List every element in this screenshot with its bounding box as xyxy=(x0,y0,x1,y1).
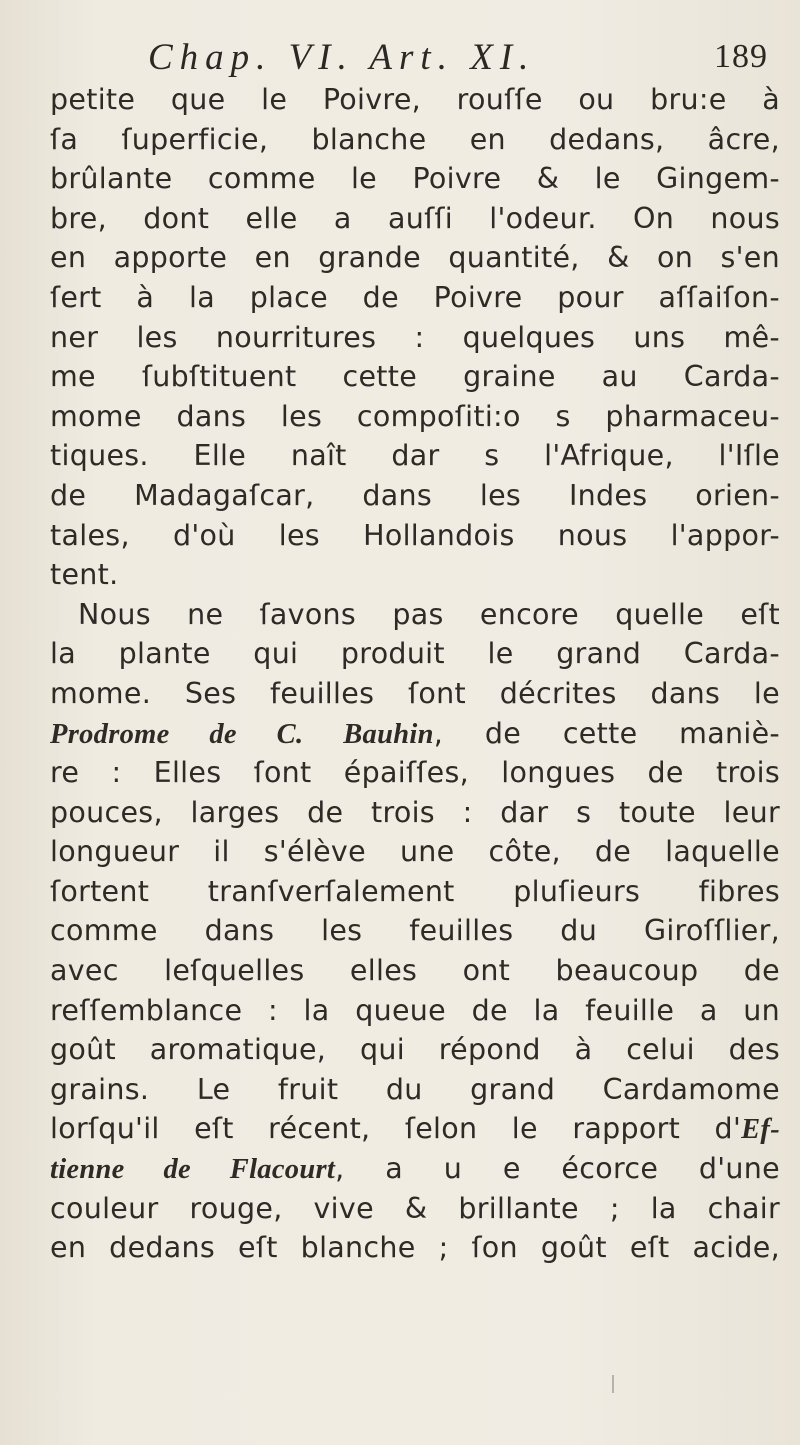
text-line: ner les nourritures : quelques uns mê- xyxy=(50,320,780,354)
text-line: longueur il s'élève une côte, de laquelle xyxy=(50,835,780,869)
italic-reference: Prodrome de C. Bauhin xyxy=(50,718,434,750)
text-line-with-reference xyxy=(50,714,780,754)
text-line: mome. Ses feuilles ſont décrites dans le xyxy=(50,676,780,710)
margin-mark xyxy=(612,1375,614,1393)
text-line: tent. xyxy=(50,558,119,592)
italic-reference: tienne de Flacourt xyxy=(50,1154,336,1186)
page-number: 189 xyxy=(714,38,768,75)
italic-reference: Ef- xyxy=(741,1114,780,1146)
text-line: grains. Le fruit du grand Cardamome xyxy=(50,1072,780,1106)
text-line: mome dans les compoſiti:o s pharmaceu- xyxy=(50,399,780,433)
text-line: la plante qui produit le grand Carda- xyxy=(50,637,780,671)
text-line: de Madagaſcar, dans les Indes orien- xyxy=(50,478,780,512)
text-line: petite que le Poivre, rouſſe ou bru:e à xyxy=(50,83,780,116)
text-line: comme dans les feuilles du Giroſſlier, xyxy=(50,914,780,948)
text-line: ſortent tranſverſalement pluſieurs fibres xyxy=(50,874,780,908)
text-line-with-reference xyxy=(50,1109,780,1149)
body-text xyxy=(50,80,780,1268)
text-line: tales, d'où les Hollandois nous l'appor- xyxy=(50,518,780,552)
text-fragment: , a u e écorce d'une xyxy=(335,1152,780,1186)
text-line: avec leſquelles elles ont beaucoup de xyxy=(50,954,780,988)
text-line: brûlante comme le Poivre & le Gingem- xyxy=(50,162,780,196)
text-line: ſa ſuperficie, blanche en dedans, âcre, xyxy=(50,122,780,156)
text-line-with-reference xyxy=(50,1149,780,1189)
text-line: couleur rouge, vive & brillante ; la chair xyxy=(50,1191,780,1225)
running-title: Chap. VI. Art. XI. xyxy=(148,37,536,78)
text-line: en dedans eſt blanche ; ſon goût eſt acide, xyxy=(50,1231,780,1265)
text-line: ſert à la place de Poivre pour aſſaiſon- xyxy=(50,280,780,314)
text-line: me ſubſtituent cette graine au Carda- xyxy=(50,360,780,394)
text-line: en apporte en grande quantité, & on s'en xyxy=(50,241,780,275)
running-head xyxy=(148,36,768,82)
text-fragment: , de cette maniè- xyxy=(433,716,780,750)
text-fragment: lorſqu'il eſt récent, ſelon le rapport d' xyxy=(50,1112,742,1146)
text-line: goût aromatique, qui répond à celui des xyxy=(50,1033,780,1067)
text-line: pouces, larges de trois : dar s toute leur xyxy=(50,795,780,829)
paragraph-start-line: Nous ne ſavons pas encore quelle eſt xyxy=(78,597,780,631)
text-line: re : Elles ſont épaiſſes, longues de trois xyxy=(50,756,780,790)
text-line: reſſemblance : la queue de la feuille a un xyxy=(50,993,780,1027)
text-line: bre, dont elle a auſſi l'odeur. On nous xyxy=(50,201,780,235)
text-line: tiques. Elle naît dar s l'Afrique, l'Iſle xyxy=(50,439,780,473)
